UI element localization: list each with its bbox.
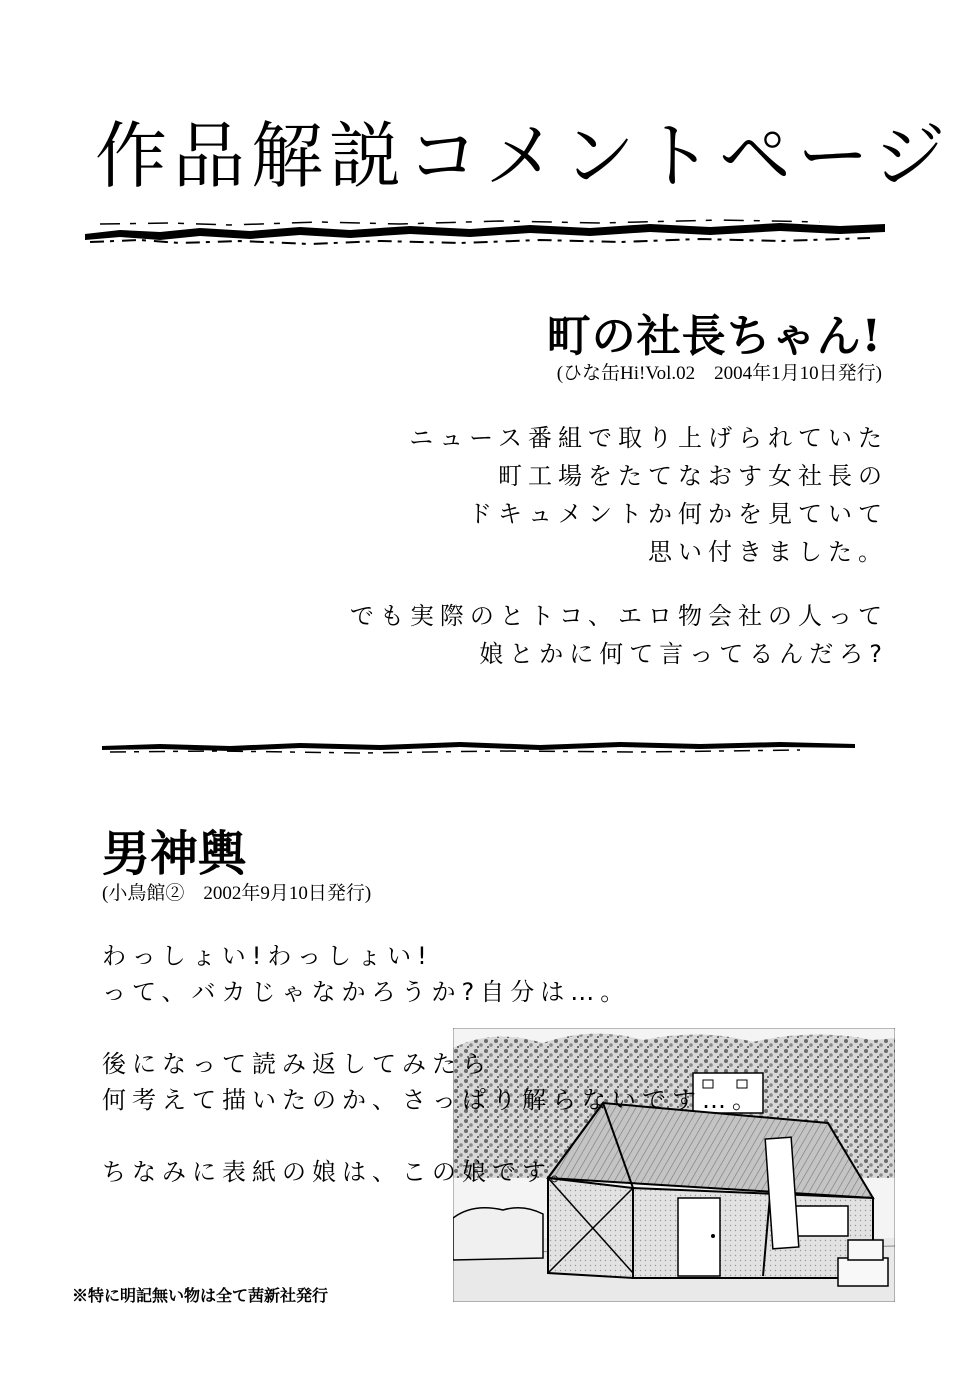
comment-line: 思い付きました。	[648, 538, 888, 566]
comment-line: 娘とかに何て言ってるんだろ?	[479, 640, 888, 668]
comment-line: って、バカじゃなかろうか?自分は…。	[102, 978, 631, 1006]
comment-line: 町工場をたてなおす女社長の	[498, 462, 888, 490]
publication-info: (ひな缶Hi!Vol.02 2004年1月10日発行)	[556, 363, 882, 384]
comment-line: ちなみに表紙の娘は、この娘です。	[102, 1158, 581, 1186]
footnote: ※特に明記無い物は全て茜新社発行	[72, 1288, 329, 1305]
section-title: 町の社長ちゃん!	[546, 311, 882, 362]
section-brush-divider	[100, 736, 860, 754]
comment-line: ドキュメントか何かを見ていて	[468, 500, 888, 528]
comment-line: ニュース番組で取り上げられていた	[409, 424, 888, 452]
header-brush-divider	[80, 212, 890, 246]
comment-line: でも実際のとトコ、エロ物会社の人って	[349, 602, 888, 630]
comment-line: 後になって読み返してみたら	[102, 1050, 492, 1078]
comment-line: わっしょい!わっしょい!	[102, 942, 433, 970]
comment-line: 何考えて描いたのか、さっぱり解らないです…。	[102, 1086, 762, 1114]
page-title: 作品解説コメントページ	[95, 114, 952, 198]
section-title: 男神輿	[102, 826, 247, 882]
publication-info: (小鳥館② 2002年9月10日発行)	[102, 883, 372, 904]
